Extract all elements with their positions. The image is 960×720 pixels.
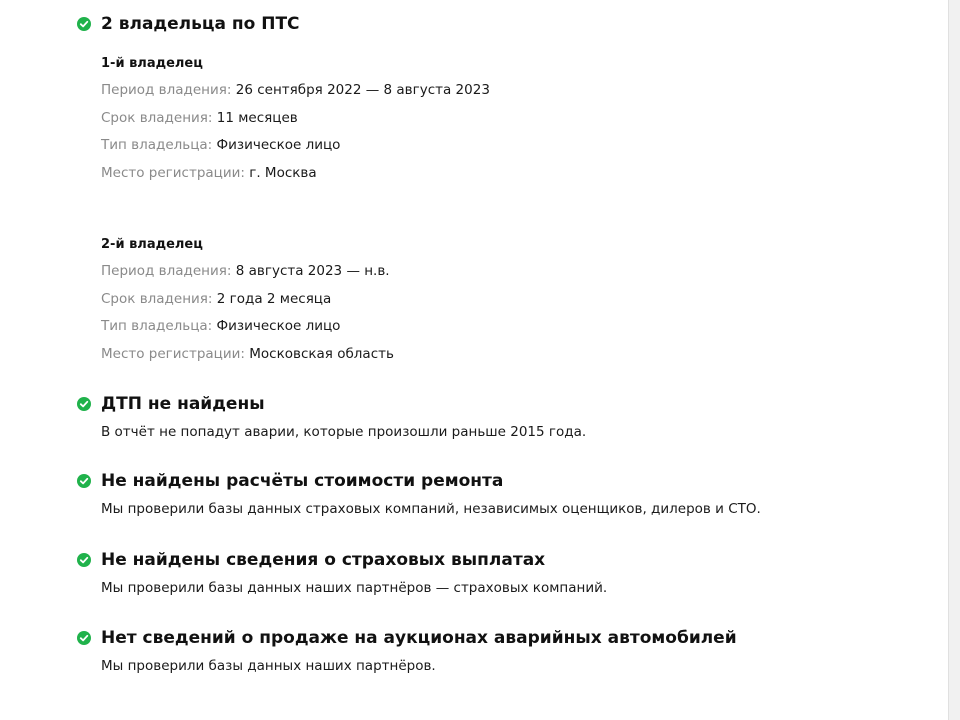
owner-row-period (101, 263, 390, 279)
row-value: 26 сентября 2022 — 8 августа 2023 (235, 82, 490, 98)
check-circle-icon (77, 631, 91, 645)
owner-title: 2-й владелец (101, 237, 203, 252)
row-value: г. Москва (249, 165, 317, 181)
check-circle-icon (77, 553, 91, 567)
check-title: Не найдены расчёты стоимости ремонта (101, 471, 504, 491)
check-description: В отчёт не попадут аварии, которые произошли раньше 2015 года. (101, 424, 587, 440)
owners-heading: 2 владельца по ПТС (101, 14, 300, 34)
row-label: Место регистрации: (101, 165, 250, 181)
row-label: Срок владения: (101, 110, 217, 126)
row-value: Московская область (249, 346, 394, 362)
owner-row-period (101, 82, 490, 98)
check-description: Мы проверили базы данных наших партнёров — страховых компаний. (101, 580, 608, 596)
row-value: 2 года 2 месяца (216, 291, 332, 307)
row-label: Период владения: (101, 82, 236, 98)
check-description: Мы проверили базы данных наших партнёров. (101, 658, 436, 674)
check-title: Не найдены сведения о страховых выплатах (101, 550, 546, 570)
owner-row-type (101, 318, 340, 334)
row-value: 8 августа 2023 — н.в. (235, 263, 390, 279)
owner-row-registration (101, 346, 394, 362)
check-circle-icon (77, 474, 91, 488)
owner-row-registration (101, 165, 317, 181)
row-value: Физическое лицо (216, 137, 341, 153)
owner-title: 1-й владелец (101, 56, 203, 71)
check-title: Нет сведений о продаже на аукционах аварийных автомобилей (101, 628, 737, 648)
row-label: Место регистрации: (101, 346, 250, 362)
check-circle-icon (77, 397, 91, 411)
check-title: ДТП не найдены (101, 394, 265, 414)
row-value: Физическое лицо (216, 318, 341, 334)
row-label: Срок владения: (101, 291, 217, 307)
owner-row-duration (101, 291, 331, 307)
owner-row-duration (101, 110, 298, 126)
row-label: Тип владельца: (101, 318, 217, 334)
check-circle-icon (77, 17, 91, 31)
owner-row-type (101, 137, 340, 153)
check-description: Мы проверили базы данных страховых компаний, независимых оценщиков, дилеров и СТО. (101, 501, 761, 517)
row-label: Период владения: (101, 263, 236, 279)
row-label: Тип владельца: (101, 137, 217, 153)
row-value: 11 месяцев (216, 110, 298, 126)
